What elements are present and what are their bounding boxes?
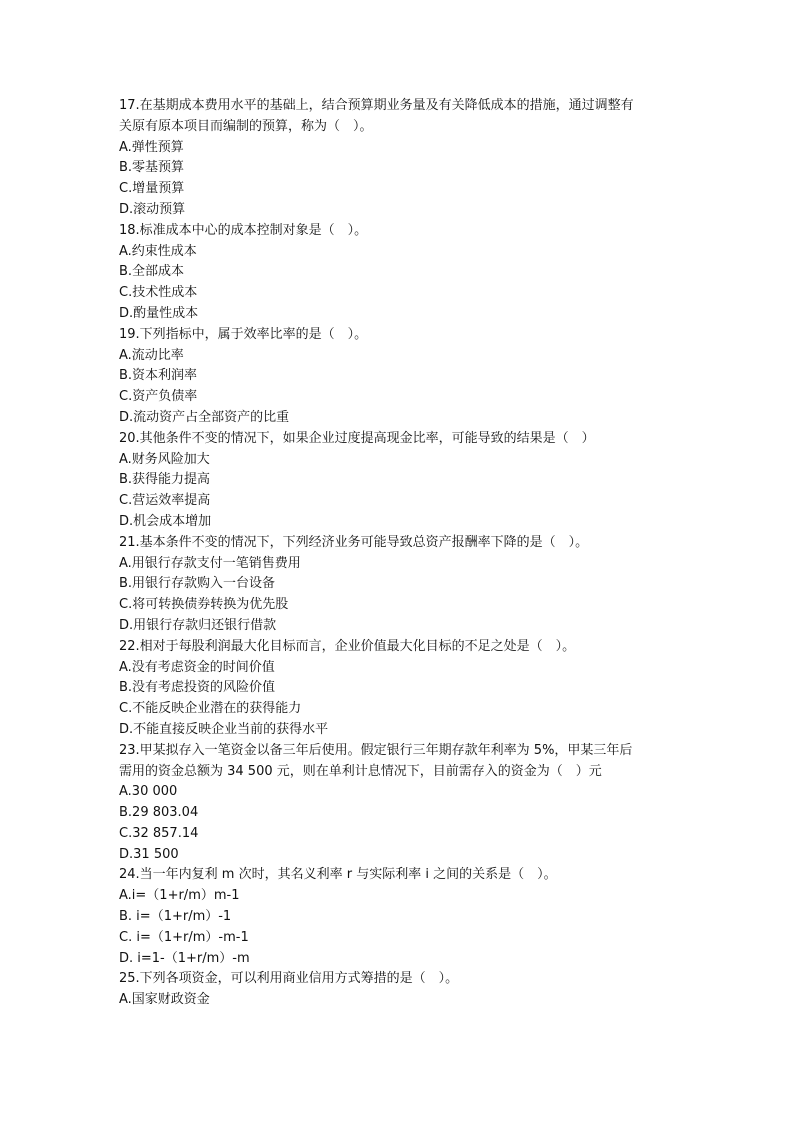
- option-b: B.全部成本: [119, 264, 185, 280]
- question-stem: 23.甲某拟存入一笔资金以备三年后使用。假定银行三年期存款年利率为 5%，甲某三年后: [119, 742, 633, 758]
- question-23: [119, 741, 679, 866]
- option-b: B.用银行存款购入一台设备: [119, 576, 276, 592]
- question-20: [119, 429, 679, 533]
- option-d: D. i=1-（1+r/m）-m: [119, 950, 250, 966]
- question-stem: 17.在基期成本费用水平的基础上，结合预算期业务量及有关降低成本的措施，通过调整有: [119, 98, 634, 113]
- option-b: B.零基预算: [119, 160, 185, 176]
- question-stem: 需用的资金总额为 34 500 元，则在单利计息情况下，目前需存入的资金为（ ）元: [119, 763, 602, 779]
- question-stem: 20.其他条件不变的情况下，如果企业过度提高现金比率，可能导致的结果是（ ）: [119, 430, 595, 446]
- option-a: A.国家财政资金: [119, 992, 210, 1008]
- option-c: C. i=（1+r/m）-m-1: [119, 929, 249, 945]
- option-a: A.财务风险加大: [119, 451, 210, 467]
- question-19: [119, 325, 679, 429]
- question-stem: 19.下列指标中，属于效率比率的是（ ）。: [119, 326, 368, 342]
- option-b: B.资本利润率: [119, 368, 198, 384]
- option-d: D.31 500: [119, 846, 179, 862]
- option-b: B.获得能力提高: [119, 472, 211, 488]
- option-d: D.滚动预算: [119, 201, 186, 217]
- exam-page: [119, 96, 679, 1011]
- option-d: D.机会成本增加: [119, 513, 212, 529]
- option-b: B.没有考虑投资的风险价值: [119, 680, 276, 696]
- option-c: C.32 857.14: [119, 825, 199, 841]
- question-stem: 21.基本条件不变的情况下，下列经济业务可能导致总资产报酬率下降的是（ ）。: [119, 534, 589, 550]
- option-c: C.不能反映企业潜在的获得能力: [119, 701, 302, 717]
- question-24: [119, 865, 679, 969]
- question-stem: 关原有原本项目而编制的预算，称为（ ）。: [119, 118, 373, 134]
- question-25: [119, 969, 679, 1011]
- question-stem: 24.当一年内复利 m 次时，其名义利率 r 与实际利率 i 之间的关系是（ ）。: [119, 867, 557, 883]
- option-d: D.不能直接反映企业当前的获得水平: [119, 721, 329, 737]
- option-c: C.将可转换债券转换为优先股: [119, 597, 289, 613]
- option-a: A.没有考虑资金的时间价值: [119, 659, 275, 675]
- option-c: C.资产负债率: [119, 389, 198, 405]
- option-a: A.30 000: [119, 784, 178, 800]
- option-b: B.29 803.04: [119, 805, 199, 821]
- question-stem: 22.相对于每股利润最大化目标而言，企业价值最大化目标的不足之处是（ ）。: [119, 638, 576, 654]
- option-d: D.流动资产占全部资产的比重: [119, 409, 290, 425]
- question-17: [119, 96, 679, 221]
- question-21: [119, 533, 679, 637]
- option-a: A.i=（1+r/m）m-1: [119, 888, 240, 904]
- option-a: A.流动比率: [119, 347, 184, 363]
- option-a: A.用银行存款支付一笔销售费用: [119, 555, 301, 571]
- question-18: [119, 221, 679, 325]
- question-stem: 25.下列各项资金，可以利用商业信用方式筹措的是（ ）。: [119, 971, 459, 987]
- option-c: C.营运效率提高: [119, 493, 211, 509]
- option-d: D.用银行存款归还银行借款: [119, 617, 277, 633]
- option-a: A.约束性成本: [119, 243, 197, 259]
- option-a: A.弹性预算: [119, 139, 184, 155]
- option-d: D.酌量性成本: [119, 305, 199, 321]
- option-c: C.增量预算: [119, 181, 185, 197]
- question-stem: 18.标准成本中心的成本控制对象是（ ）。: [119, 222, 368, 238]
- option-b: B. i=（1+r/m）-1: [119, 909, 232, 925]
- question-22: [119, 637, 679, 741]
- option-c: C.技术性成本: [119, 285, 198, 301]
